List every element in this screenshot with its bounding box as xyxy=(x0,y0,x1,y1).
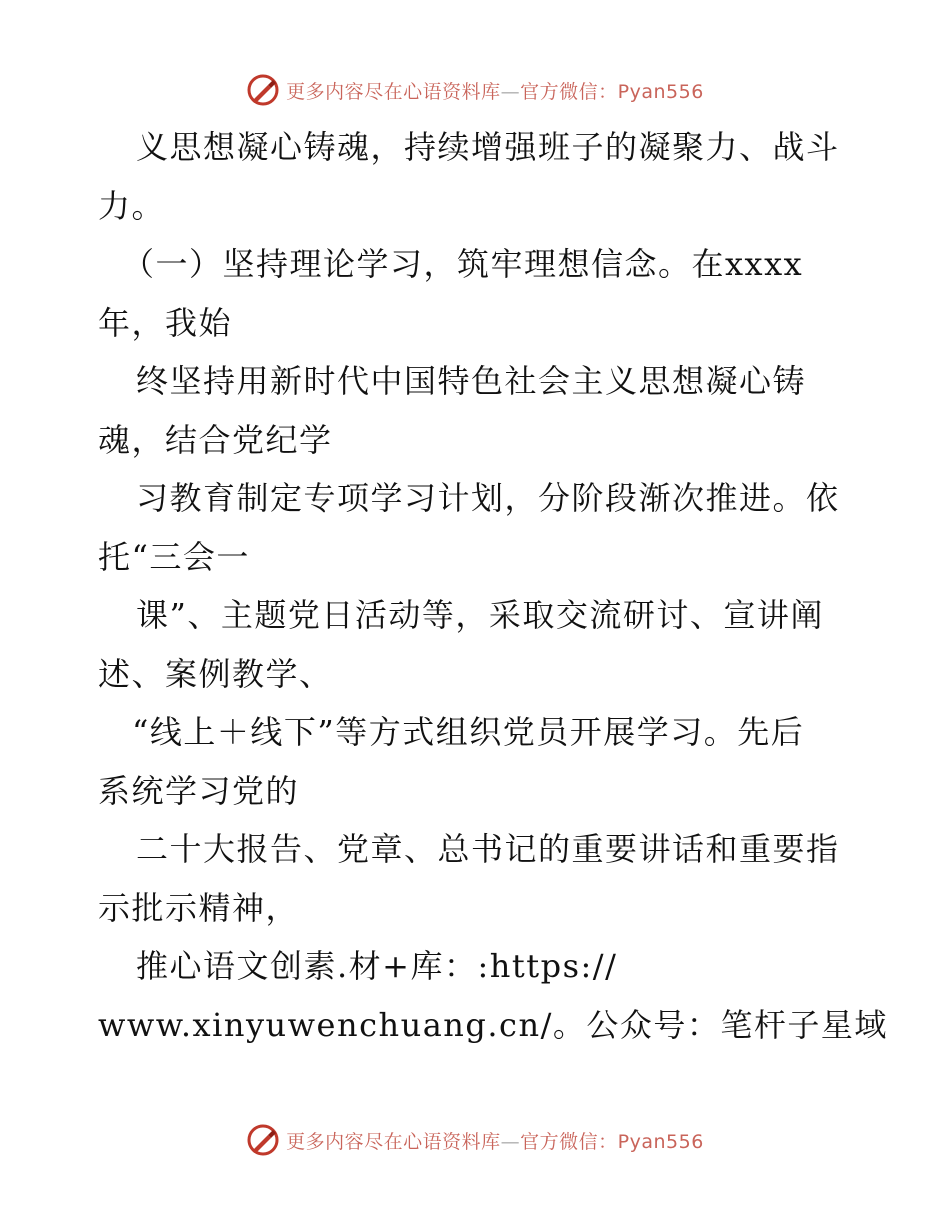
paragraph-line: 述、案例教学、 xyxy=(98,654,333,693)
paragraph-line: 习教育制定专项学习计划，分阶段渐次推进。依 xyxy=(136,479,840,517)
section-heading-line: （一）坚持理论学习，筑牢理想信念。在xxxx xyxy=(122,245,804,283)
watermark-dash: — xyxy=(500,80,521,103)
paragraph-line: 系统学习党的 xyxy=(98,771,300,810)
paragraph-line: 示批示精神， xyxy=(98,888,300,927)
paragraph-line: 二十大报告、党章、总书记的重要讲话和重要指 xyxy=(136,830,840,868)
watermark-text xyxy=(286,77,704,104)
pen-logo-icon xyxy=(246,1123,280,1157)
paragraph-line: 课”、主题党日活动等，采取交流研讨、宣讲阐 xyxy=(136,596,824,634)
watermark-main: 更多内容尽在心语资料库 xyxy=(286,1130,501,1153)
document-body xyxy=(98,118,888,1054)
watermark-main: 更多内容尽在心语资料库 xyxy=(286,80,501,103)
paragraph-line: 推心语文创素.材+库：:https:// xyxy=(136,947,618,985)
pen-logo-icon xyxy=(246,73,280,107)
footer-watermark xyxy=(0,1120,950,1160)
paragraph-line: 终坚持用新时代中国特色社会主义思想凝心铸 xyxy=(136,362,807,400)
paragraph-line: 托“三会一 xyxy=(98,537,250,576)
watermark-text xyxy=(286,1127,704,1154)
paragraph-line: 义思想凝心铸魂，持续增强班子的凝聚力、战斗 xyxy=(136,128,840,166)
paragraph-line: 魂，结合党纪学 xyxy=(98,420,333,459)
header-watermark xyxy=(0,70,950,110)
watermark-dash: — xyxy=(500,1130,521,1153)
watermark-suffix: 官方微信：Pyan556 xyxy=(520,1130,704,1153)
paragraph-line: “线上＋线下”等方式组织党员开展学习。先后 xyxy=(132,713,805,751)
paragraph-line: www.xinyuwenchuang.cn/。公众号：笔杆子星域 xyxy=(98,1005,888,1044)
paragraph-line: 年，我始 xyxy=(98,303,233,342)
watermark-suffix: 官方微信：Pyan556 xyxy=(520,80,704,103)
paragraph-line: 力。 xyxy=(98,186,166,225)
